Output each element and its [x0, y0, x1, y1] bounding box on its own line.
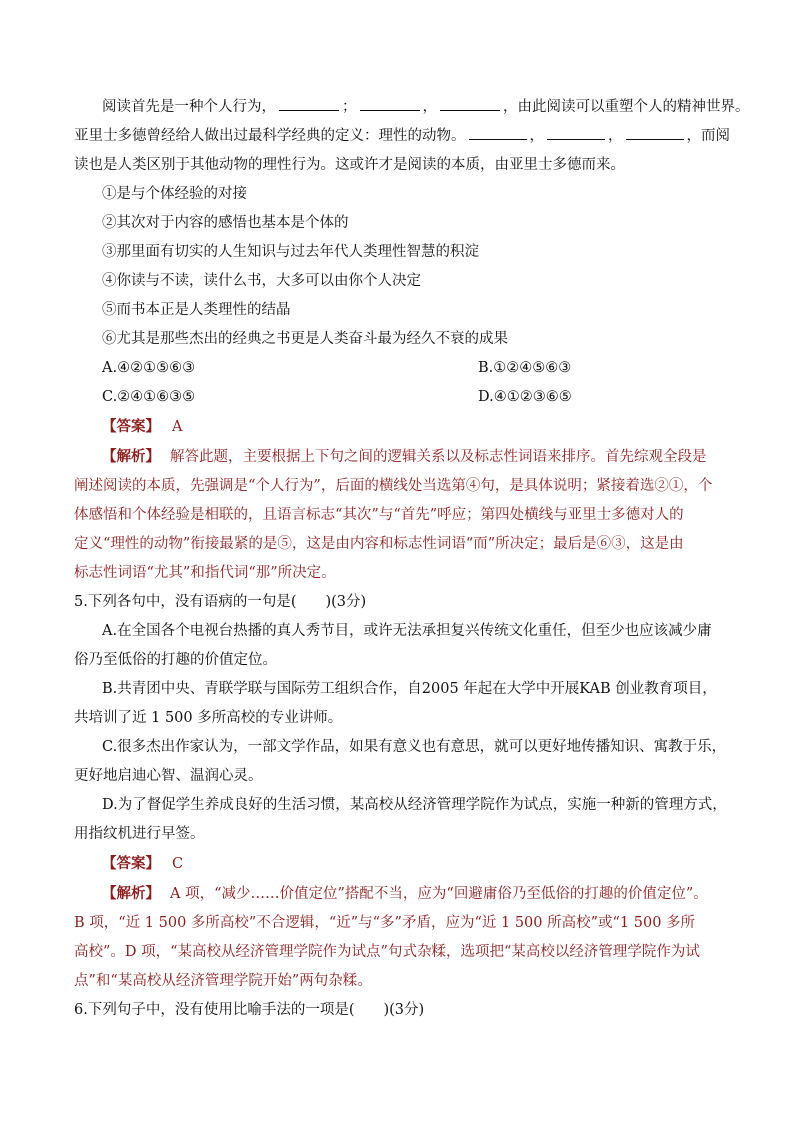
q4-analysis-line-2: 阐述阅读的本质，先强调是“个人行为”，后面的横线处当选第④句，是具体说明；紧接着选②①，个: [74, 478, 713, 494]
answer-tag: 【答案】: [102, 418, 160, 435]
q5-option-d-cont: 用指纹机进行早签。: [74, 826, 205, 842]
analysis-tag: 【解析】: [102, 448, 160, 465]
passage-line-2: [74, 122, 730, 151]
q5-option-b-cont: 共培训了近 1 500 多所高校的专业讲师。: [74, 710, 343, 726]
q5-option-c[interactable]: C.很多杰出作家认为，一部文学作品，如果有意义也有意思，就可以更好地传播知识、寓教于乐，: [102, 739, 727, 755]
sentence-6: ⑥尤其是那些杰出的经典之书更是人类奋斗最为经久不衰的成果: [102, 331, 508, 347]
passage-text: ，而阅: [686, 128, 730, 144]
analysis-text: A 项，“减少……价值定位”搭配不当，应为“回避庸俗乃至低俗的打趣的价值定位”。: [170, 886, 708, 902]
fill-blank-1[interactable]: [279, 96, 339, 111]
analysis-tag: 【解析】: [102, 885, 160, 902]
q5-answer: [102, 849, 724, 879]
passage-text: ，: [529, 128, 544, 144]
q4-analysis-line-3: 体感悟和个体经验是相联的，且语言标志“其次”与“首先”呼应；第四处横线与亚里士多德对人的: [74, 507, 684, 523]
q5-analysis-line-3: 高校”。D 项，“某高校从经济管理学院作为试点”句式杂糅，选项把“某高校以经济管理学院作为试: [74, 944, 700, 960]
passage-line-3: 读也是人类区别于其他动物的理性行为。这或许才是阅读的本质，由亚里士多德而来。: [74, 157, 625, 173]
passage-text: 亚里士多德曾经给人做出过最科学经典的定义：理性的动物。: [74, 128, 466, 144]
fill-blank-5[interactable]: [547, 125, 605, 140]
sentence-4: ④你读与不读，读什么书，大多可以由你个人决定: [102, 273, 421, 289]
q4-analysis-line-4: 定义“理性的动物”衔接最紧的是⑤，这是由内容和标志性词语“而”所决定；最后是⑥③，这是由: [74, 536, 684, 552]
passage-text: ，由此阅读可以重塑个人的精神世界。: [503, 99, 750, 115]
fill-blank-4[interactable]: [469, 125, 527, 140]
sentence-2: ②其次对于内容的感悟也基本是个体的: [102, 215, 349, 231]
answer-value: C: [172, 856, 184, 872]
q4-option-d[interactable]: D.④①②③⑥⑤: [478, 389, 572, 405]
q5-analysis-line-4: 点”和“某高校从经济管理学院开始”两句杂糅。: [74, 973, 372, 989]
passage-text: ，: [608, 128, 623, 144]
passage-text: ，: [422, 99, 437, 115]
fill-blank-2[interactable]: [360, 96, 420, 111]
q5-option-d[interactable]: D.为了督促学生养成良好的生活习惯，某高校从经济管理学院作为试点，实施一种新的管理方式，: [102, 797, 727, 813]
q4-option-b[interactable]: B.①②④⑤⑥③: [478, 360, 572, 376]
analysis-text: 解答此题，主要根据上下句之间的逻辑关系以及标志性词语来排序。首先综观全段是: [170, 449, 707, 465]
q5-option-b[interactable]: B.共青团中央、青联学联与国际劳工组织合作，自2005 年起在大学中开展KAB 创业教育项目，: [102, 681, 717, 697]
passage-text: ；: [342, 99, 357, 115]
q4-options-row-1: [102, 354, 724, 383]
q5-analysis-line-2: B 项，“近 1 500 多所高校”不合逻辑，“近”与“多”矛盾，应为“近 1 500 所高校”或“1 500 多所: [74, 915, 696, 931]
fill-blank-6[interactable]: [626, 125, 684, 140]
q5-option-a[interactable]: A.在全国各个电视台热播的真人秀节目，或许无法承担复兴传统文化重任，但至少也应该减少庸: [102, 623, 712, 639]
answer-tag: 【答案】: [102, 855, 160, 872]
sentence-1: ①是与个体经验的对接: [102, 186, 247, 202]
document-page: [74, 93, 750, 1025]
q5-option-a-cont: 俗乃至低俗的打趣的价值定位。: [74, 652, 277, 668]
sentence-3: ③那里面有切实的人生知识与过去年代人类理性智慧的积淀: [102, 244, 479, 260]
q4-option-a[interactable]: A.④②①⑤⑥③: [102, 360, 196, 376]
q6-stem: 6.下列句子中，没有使用比喻手法的一项是( )(3分): [74, 1002, 425, 1018]
q5-option-c-cont: 更好地启迪心智、温润心灵。: [74, 768, 263, 784]
fill-blank-3[interactable]: [440, 96, 500, 111]
q5-analysis-line-1: [102, 879, 724, 909]
q4-answer: [102, 412, 724, 442]
q4-analysis-line-1: [102, 442, 724, 472]
q4-analysis-line-5: 标志性词语“尤其”和指代词“那”所决定。: [74, 565, 336, 581]
q4-options-row-2: [102, 383, 724, 412]
sentence-5: ⑤而书本正是人类理性的结晶: [102, 302, 291, 318]
q4-option-c[interactable]: C.②④①⑥③⑤: [102, 389, 196, 405]
answer-value: A: [172, 419, 183, 435]
passage-text: 阅读首先是一种个人行为，: [102, 99, 276, 115]
q5-stem: 5.下列各句中，没有语病的一句是( )(3分): [74, 594, 367, 610]
passage-line-1: [102, 93, 750, 122]
